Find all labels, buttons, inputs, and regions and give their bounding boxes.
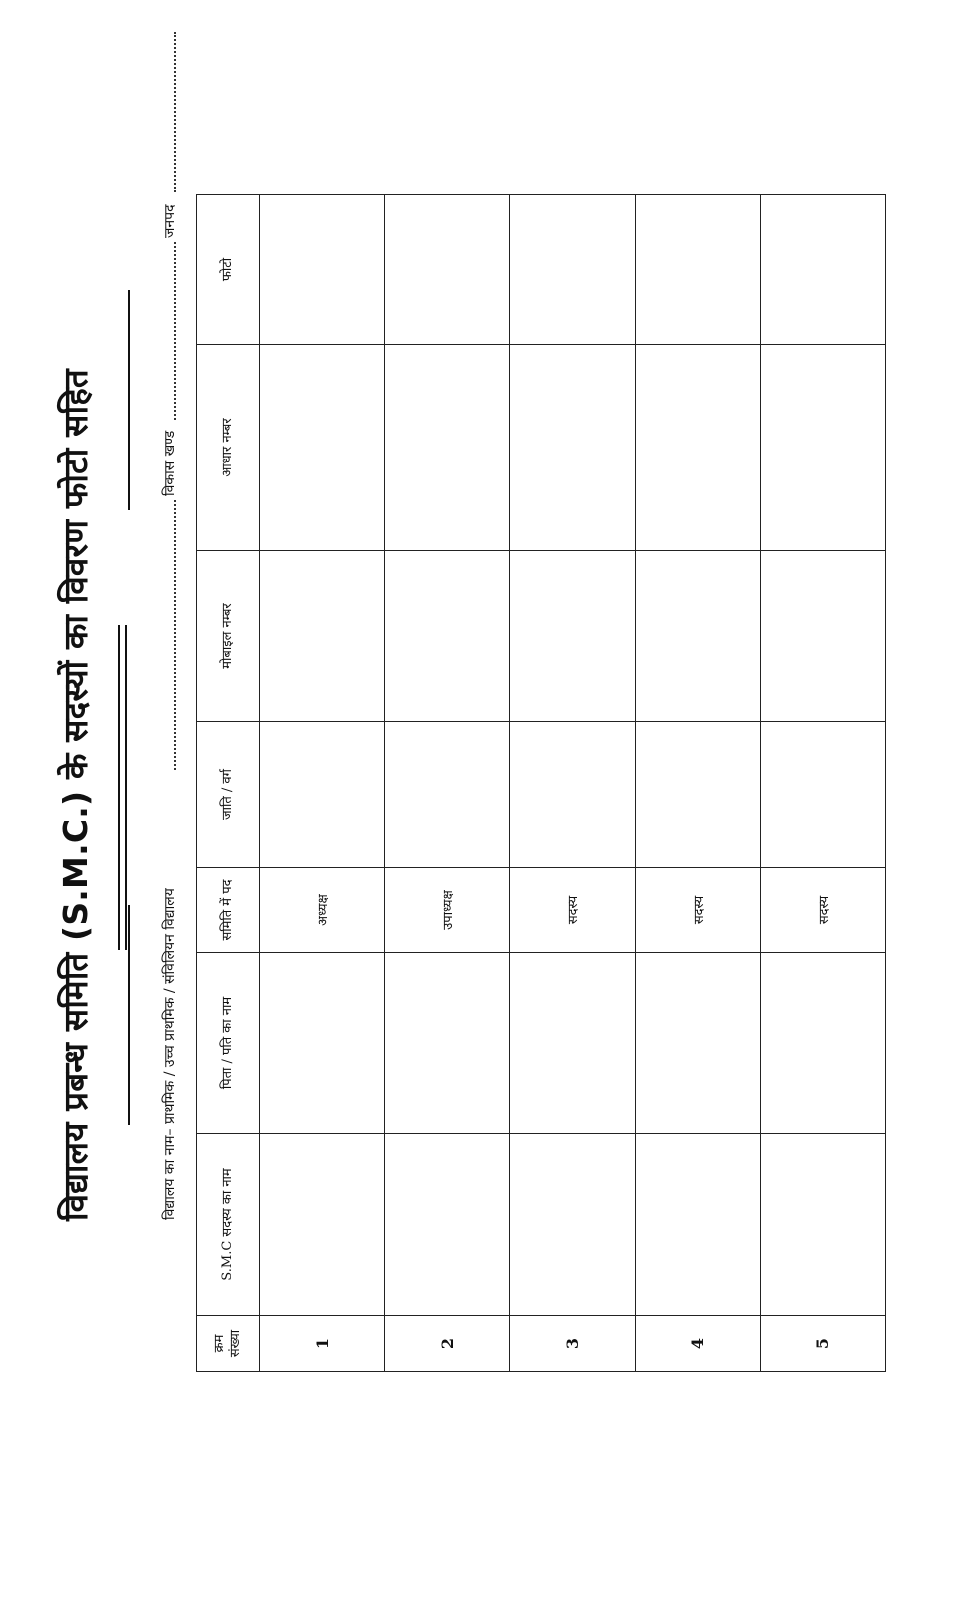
table-row: [635, 195, 760, 1372]
member-name-cell[interactable]: [760, 1134, 885, 1316]
header-caste: जाति / वर्ग: [197, 722, 260, 868]
post-cell: सदस्य: [635, 868, 760, 953]
title-underline-right: [128, 290, 130, 510]
block-label: विकास खण्ड: [162, 430, 178, 496]
aadhar-cell[interactable]: [385, 345, 510, 551]
member-name-cell[interactable]: [260, 1134, 385, 1316]
photo-cell[interactable]: [510, 195, 635, 345]
table-row: [510, 195, 635, 1372]
header-post: समिति में पद: [197, 868, 260, 953]
serial-cell: 4: [635, 1316, 760, 1372]
table-row: [260, 195, 385, 1372]
serial-cell: 2: [385, 1316, 510, 1372]
father-name-cell[interactable]: [260, 953, 385, 1134]
page-title: विद्यालय प्रबन्ध समिति (S.M.C.) के सदस्यों का विवरण फोटो सहित: [56, 369, 95, 1221]
serial-cell: 3: [510, 1316, 635, 1372]
post-cell: अध्यक्ष: [260, 868, 385, 953]
caste-cell[interactable]: [385, 722, 510, 868]
header-serial: क्रम संख्या: [197, 1316, 260, 1372]
mobile-cell[interactable]: [385, 551, 510, 722]
table-row: [760, 195, 885, 1372]
post-cell: सदस्य: [510, 868, 635, 953]
father-name-cell[interactable]: [385, 953, 510, 1134]
father-name-cell[interactable]: [760, 953, 885, 1134]
header-father-name: पिता / पति का नाम: [197, 953, 260, 1134]
member-name-cell[interactable]: [635, 1134, 760, 1316]
photo-cell[interactable]: [385, 195, 510, 345]
photo-cell[interactable]: [760, 195, 885, 345]
table-row: [385, 195, 510, 1372]
photo-cell[interactable]: [260, 195, 385, 345]
father-name-cell[interactable]: [510, 953, 635, 1134]
district-label: जनपद: [162, 204, 178, 238]
caste-cell[interactable]: [635, 722, 760, 868]
aadhar-cell[interactable]: [760, 345, 885, 551]
school-name-label: विद्यालय का नाम– प्राथमिक / उच्च प्राथमिक / संविलियन विद्यालय: [162, 888, 178, 1220]
caste-cell[interactable]: [760, 722, 885, 868]
mobile-cell[interactable]: [260, 551, 385, 722]
caste-cell[interactable]: [260, 722, 385, 868]
title-underline-mid-2: [125, 625, 127, 950]
aadhar-cell[interactable]: [635, 345, 760, 551]
header-aadhar: आधार नम्बर: [197, 345, 260, 551]
mobile-cell[interactable]: [760, 551, 885, 722]
district-blank[interactable]: [160, 32, 176, 192]
header-mobile: मोबाइल नम्बर: [197, 551, 260, 722]
school-info-line: [160, 160, 186, 1220]
title-underline-mid-1: [118, 625, 120, 950]
member-name-cell[interactable]: [510, 1134, 635, 1316]
serial-cell: 1: [260, 1316, 385, 1372]
aadhar-cell[interactable]: [510, 345, 635, 551]
table-header-row: [197, 195, 260, 1372]
school-name-blank[interactable]: [160, 500, 176, 770]
father-name-cell[interactable]: [635, 953, 760, 1134]
block-blank[interactable]: [160, 242, 176, 420]
header-photo: फोटो: [197, 195, 260, 345]
mobile-cell[interactable]: [635, 551, 760, 722]
photo-cell[interactable]: [635, 195, 760, 345]
smc-members-table: [196, 194, 886, 1372]
member-name-cell[interactable]: [385, 1134, 510, 1316]
caste-cell[interactable]: [510, 722, 635, 868]
mobile-cell[interactable]: [510, 551, 635, 722]
title-underline-left: [128, 905, 130, 1125]
post-cell: उपाध्यक्ष: [385, 868, 510, 953]
post-cell: सदस्य: [760, 868, 885, 953]
serial-cell: 5: [760, 1316, 885, 1372]
header-member-name: S.M.C सदस्य का नाम: [197, 1134, 260, 1316]
aadhar-cell[interactable]: [260, 345, 385, 551]
